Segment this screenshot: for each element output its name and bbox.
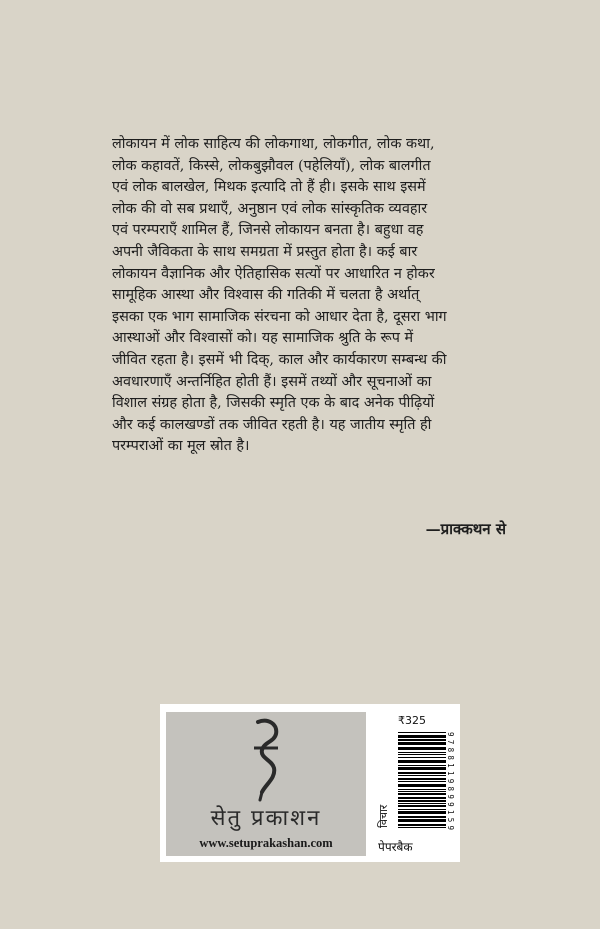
- barcode-bar: [398, 732, 446, 733]
- blurb-line: लोक की वो सब प्रथाएँ, अनुष्ठान एवं लोक सांस्कृतिक व्यवहार: [112, 200, 428, 217]
- barcode-bar: [398, 765, 446, 766]
- barcode-bar: [398, 784, 446, 787]
- blurb-line: एवं परम्पराएँ शामिल हैं, जिनसे लोकायन बनता है। बहुधा वह: [112, 222, 424, 239]
- blurb-line: परम्पराओं का मूल स्रोत है।: [112, 438, 250, 455]
- barcode-bar: [398, 797, 446, 799]
- barcode-bar: [398, 752, 446, 753]
- attribution: —प्राक्कथन से: [425, 520, 506, 538]
- barcode-bar: [398, 793, 446, 795]
- barcode-bar: [398, 789, 446, 790]
- blurb-line: आस्थाओं और विश्वासों को। यह सामाजिक श्रुति के रूप में: [112, 330, 414, 347]
- barcode-bar: [398, 735, 446, 738]
- publisher-website: www.setuprakashan.com: [199, 836, 333, 850]
- barcode-bar: [398, 747, 446, 750]
- barcode-bar: [398, 742, 446, 745]
- blurb-line: लोकायन में लोक साहित्य की लोकगाथा, लोकगीत, लोक कथा,: [112, 136, 435, 152]
- blurb-line: विशाल संग्रह होता है, जिसकी स्मृति एक के बाद अनेक पीढ़ियों: [112, 395, 435, 412]
- back-cover-blurb: [112, 134, 508, 458]
- publisher-logo-panel: [166, 712, 366, 856]
- barcode-bar: [398, 824, 446, 826]
- barcode-bar: [398, 809, 446, 810]
- barcode-bar: [398, 791, 446, 792]
- barcode-bar: [398, 739, 446, 741]
- book-category: विचार: [377, 804, 390, 828]
- barcode-bar: [398, 803, 446, 804]
- blurb-line: अवधारणाएँ अन्तर्निहित होती हैं। इसमें तथ्यों और सूचनाओं का: [112, 373, 432, 390]
- barcode-bar: [398, 778, 446, 780]
- blurb-line: सामूहिक आस्था और विश्वास की गतिकी में चलता है अर्थात्: [112, 287, 420, 304]
- blurb-line: एवं लोक बालखेल, मिथक इत्यादि तो हैं ही। इसके साथ इसमें: [112, 179, 426, 196]
- barcode-bar: [398, 775, 446, 776]
- blurb-line: अपनी जैविकता के साथ समग्रता में प्रस्तुत होता है। कई बार: [112, 243, 418, 260]
- book-price: ₹325: [398, 714, 426, 727]
- barcode-bar: [398, 816, 446, 818]
- barcode-bar: [398, 819, 446, 822]
- blurb-line: जीवित रहता है। इसमें भी दिक्, काल और कार्यकारण सम्बन्ध की: [112, 351, 447, 368]
- barcode-bar: [398, 800, 446, 802]
- blurb-line: लोक कहावतें, किस्से, लोकबुझौवल (पहेलियाँ), लोक बालगीत: [112, 157, 431, 174]
- barcode-bar: [398, 827, 446, 828]
- binding-type: पेपरबैक: [378, 840, 413, 854]
- barcode-bar: [398, 767, 446, 770]
- publisher-logo-text: सेतु प्रकाशन: [210, 806, 322, 831]
- barcode-bar: [398, 805, 446, 807]
- blurb-line: इसका एक भाग सामाजिक संरचना को आधार देता है, दूसरा भाग: [112, 308, 447, 325]
- blurb-line: और कई कालखण्डों तक जीवित रहती है। यह जातीय स्मृति ही: [112, 416, 432, 433]
- blurb-line: लोकायन वैज्ञानिक और ऐतिहासिक सत्यों पर आधारित न होकर: [112, 265, 435, 282]
- isbn-barcode: [398, 730, 458, 832]
- barcode-bar: [398, 757, 446, 758]
- barcode-bar: [398, 760, 446, 763]
- barcode-bar: [398, 781, 446, 782]
- barcode-bar: [398, 811, 446, 814]
- setu-logo-icon: [250, 718, 282, 802]
- barcode-bar: [398, 772, 446, 774]
- barcode-bar: [398, 754, 446, 755]
- publisher-info-box: [160, 704, 460, 862]
- isbn-digits: 9788119899159: [446, 732, 455, 830]
